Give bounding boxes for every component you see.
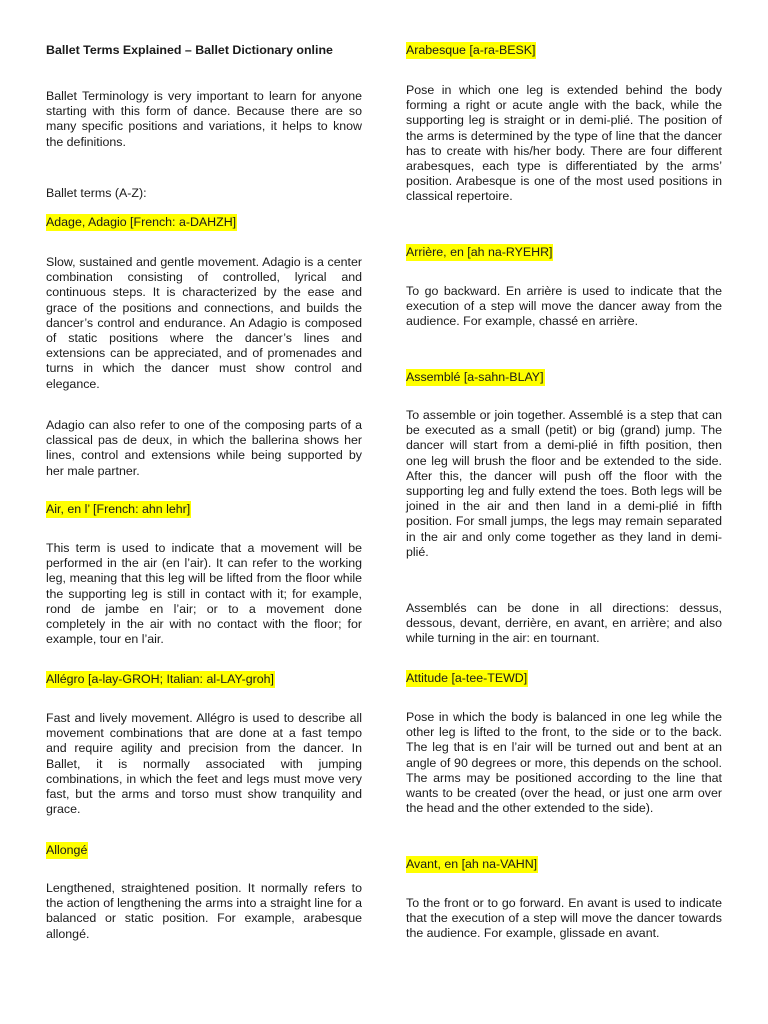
- definition-assemble-1: To assemble or join together. Assemblé is a step that can be executed as a small (petit) or big (grand) jump. The dancer will start from a demi-plié in fifth position, then one leg will brush the floor and be extended to the side. After this, the dancer will push off the floor with the supporting leg and fully extend the toes. Both legs will be joined in the air and then land in a demi-plié in fifth position. For small jumps, the legs may remain separated in the air and only come together as they land in demi-plié.: [406, 408, 722, 559]
- term-heading-adagio: Adage, Adagio [French: a-DAHZH]: [46, 215, 237, 229]
- definition-allegro: Fast and lively movement. Allégro is used to describe all movement combinations that are done at a fast tempo and require agility and precision from the dancer. In Ballet, it is normally associated with jumping combinations, in which the feet and legs must move very fast, but the arms and torso must show tranquility and grace.: [46, 711, 362, 817]
- definition-arriere: To go backward. En arrière is used to indicate that the execution of a step will move the dancer away from the audience. For example, chassé en arrière.: [406, 284, 722, 329]
- term-heading-attitude: Attitude [a-tee-TEWD]: [406, 671, 528, 685]
- definition-avant: To the front or to go forward. En avant is used to indicate that the execution of a step will move the dancer towards the audience. For example, glissade en avant.: [406, 896, 722, 941]
- term-heading-arabesque: Arabesque [a-ra-BESK]: [406, 43, 536, 57]
- definition-adagio-2: Adagio can also refer to one of the composing parts of a classical pas de deux, in which the ballerina shows her lines, control and extensions while being supported by her male partner.: [46, 418, 362, 478]
- list-heading: Ballet terms (A-Z):: [46, 186, 147, 200]
- definition-assemble-2: Assemblés can be done in all directions: dessus, dessous, devant, derrière, en avant, en arrière; and also while turning in the air: en tournant.: [406, 601, 722, 646]
- definition-allonge: Lengthened, straightened position. It normally refers to the action of lengthening the arms into a straight line for a balanced or static position. For example, arabesque allongé.: [46, 881, 362, 941]
- definition-adagio-1: Slow, sustained and gentle movement. Adagio is a center combination consisting of controlled, lyrical and continuous steps. It is characterized by the ease and grace of the positions and connections, and builds the dancer’s control and endurance. An Adagio is composed of static positions where the dancer’s lines and extensions can be appreciated, and of promenades and turns in which the dancer must show control and elegance.: [46, 255, 362, 391]
- intro-paragraph: Ballet Terminology is very important to learn for anyone starting with this form of dance. Because there are so many specific positions and variations, it helps to know the definitions.: [46, 89, 362, 149]
- term-heading-allonge: Allongé: [46, 843, 88, 857]
- term-heading-air: Air, en l’ [French: ahn lehr]: [46, 502, 191, 516]
- definition-arabesque: Pose in which one leg is extended behind the body forming a right or acute angle with the back, while the supporting leg is straight or in demi-plié. The position of the arms is determined by the type of line that the dancer has to create with his/her body. There are four different arabesques, each type is differentiated by the arms’ position. Arabesque is one of the most used positions in classical repertoire.: [406, 83, 722, 204]
- term-heading-allegro: Allégro [a-lay-GROH; Italian: al-LAY-groh]: [46, 672, 274, 686]
- term-heading-avant: Avant, en [ah na-VAHN]: [406, 857, 538, 871]
- term-heading-assemble: Assemblé [a-sahn-BLAY]: [406, 370, 544, 384]
- document-title: Ballet Terms Explained – Ballet Dictionary online: [46, 43, 333, 57]
- definition-attitude: Pose in which the body is balanced in one leg while the other leg is lifted to the front, to the side or to the back. The leg that is en l’air will be turned out and bent at an angle of 90 degrees or more, this depends on the school. The arms may be positioned according to the line that wants to be created (over the head, or just one arm over the head and the other extended to the side).: [406, 710, 722, 816]
- definition-air: This term is used to indicate that a movement will be performed in the air (en l’air). It can refer to the working leg, meaning that this leg will be lifted from the floor while the supporting leg is still in contact with it; for example, rond de jambe en l’air; or to a movement done completely in the air with no contact with the floor; for example, tour en l’air.: [46, 541, 362, 647]
- term-heading-arriere: Arrière, en [ah na-RYEHR]: [406, 245, 553, 259]
